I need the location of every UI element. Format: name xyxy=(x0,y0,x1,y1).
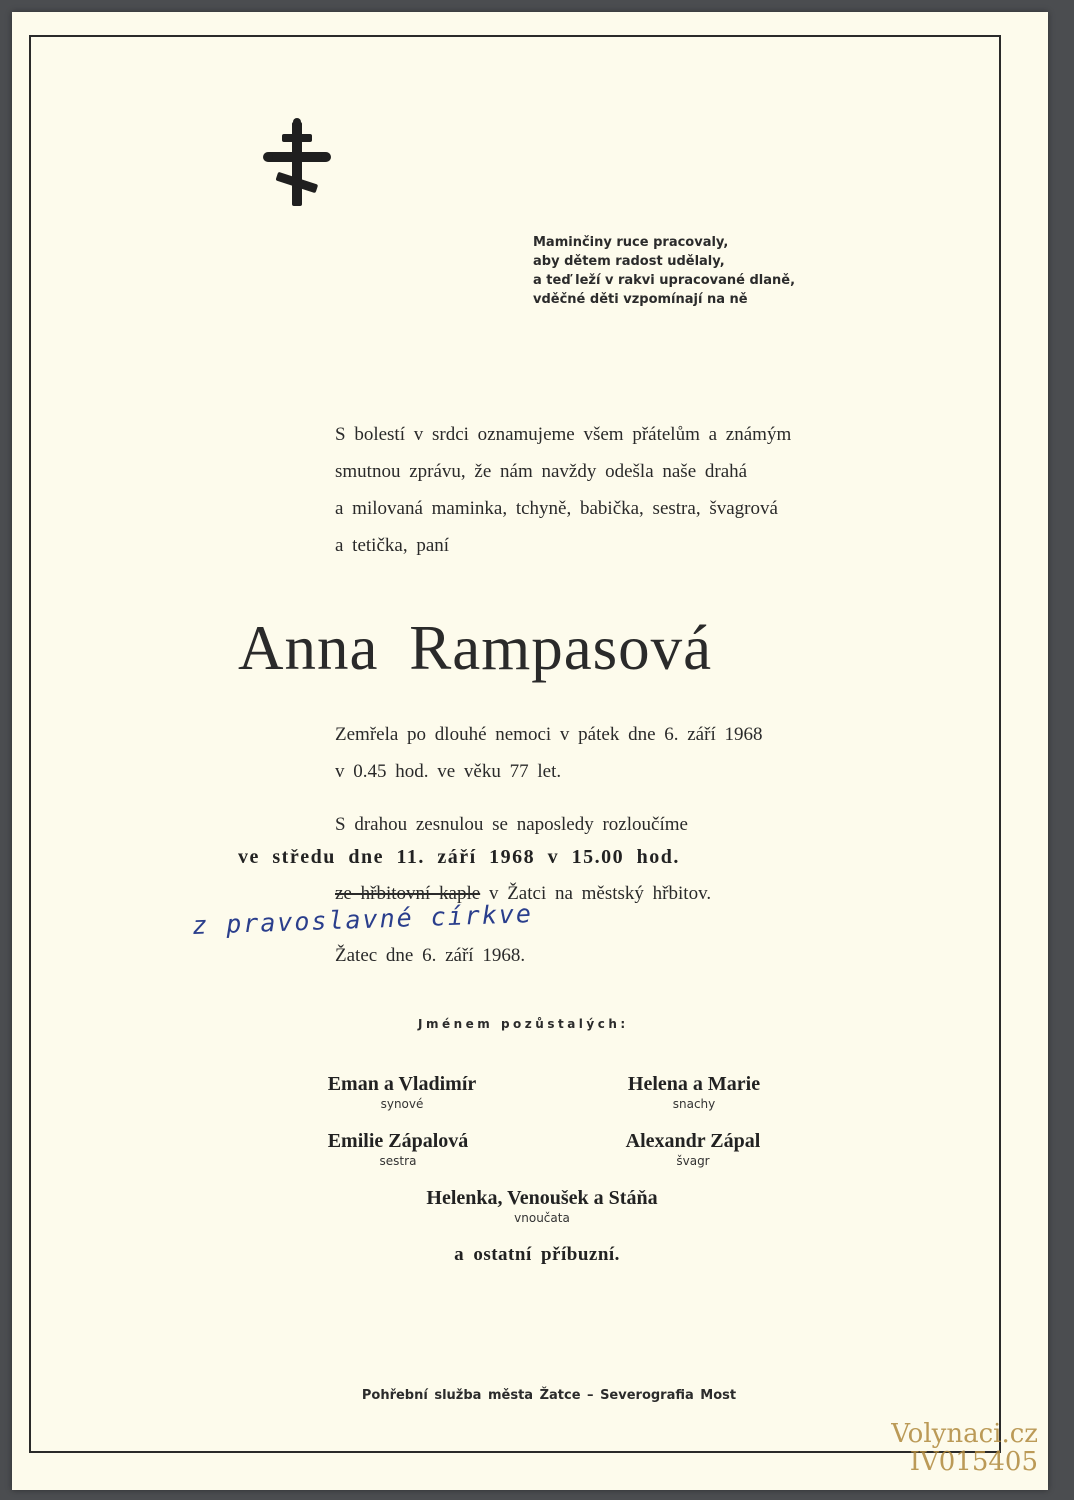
poem-line: Maminčiny ruce pracovaly, xyxy=(533,235,729,250)
archive-watermark xyxy=(891,1420,1038,1476)
mourner-relation: synové xyxy=(380,1097,424,1111)
poem-line: a teď leží v rakvi upracované dlaně, xyxy=(533,273,796,288)
mourner-name: Eman a Vladimír xyxy=(327,1073,477,1095)
deceased-name: Anna Rampasová xyxy=(238,613,713,683)
handwritten-correction: z pravoslavné církve xyxy=(191,899,534,940)
mourner-relation: snachy xyxy=(672,1097,716,1111)
funeral-datetime: ve středu dne 11. září 1968 v 15.00 hod. xyxy=(238,846,680,868)
intro-line: a milovaná maminka, tchyně, babička, sestra, švagrová xyxy=(335,498,778,519)
mourner-name: Helena a Marie xyxy=(627,1073,761,1095)
mourner-sons xyxy=(262,1073,542,1111)
mourner-grandchildren xyxy=(362,1187,722,1225)
watermark-site: Volynaci.cz xyxy=(891,1419,1038,1449)
death-info-line: v 0.45 hod. ve věku 77 let. xyxy=(335,761,562,782)
mourner-name: Alexandr Zápal xyxy=(625,1130,761,1152)
mourner-name: Helenka, Venoušek a Stáňa xyxy=(426,1187,658,1209)
death-info-line: Zemřela po dlouhé nemoci v pátek dne 6. září 1968 xyxy=(335,724,763,745)
mourner-sister xyxy=(258,1130,538,1168)
place-text: v Žatci na městský hřbitov. xyxy=(480,883,712,904)
mourner-daughters-in-law xyxy=(554,1073,834,1111)
mourners-heading: Jménem pozůstalých: xyxy=(418,1017,629,1031)
farewell-intro xyxy=(335,806,855,843)
poem-line: aby dětem radost udělaly, xyxy=(533,254,725,269)
mourner-relation: švagr xyxy=(676,1154,710,1168)
intro-line: a tetička, paní xyxy=(335,535,450,556)
watermark-id: IV015405 xyxy=(909,1447,1038,1477)
printer-footer: Pohřební služba města Žatce – Severografia Most xyxy=(361,1388,737,1403)
mourner-relation: vnoučata xyxy=(514,1211,570,1225)
other-relatives: a ostatní příbuzní. xyxy=(454,1244,620,1265)
mourner-relation: sestra xyxy=(379,1154,417,1168)
intro-line: S bolestí v srdci oznamujeme všem přátelům a známým xyxy=(335,424,792,445)
announcement-intro xyxy=(335,416,855,564)
poem-line: vděčné děti vzpomínají na ně xyxy=(533,292,748,307)
mourner-name: Emilie Zápalová xyxy=(327,1130,469,1152)
mourner-brother-in-law xyxy=(553,1130,833,1168)
death-info xyxy=(335,716,855,790)
farewell-line: S drahou zesnulou se naposledy rozloučíme xyxy=(335,814,688,835)
intro-line: smutnou zprávu, že nám navždy odešla naše drahá xyxy=(335,461,748,482)
date-line: Žatec dne 6. září 1968. xyxy=(335,945,526,966)
orthodox-cross-icon xyxy=(262,118,332,210)
struck-place-text: ze hřbitovní kaple xyxy=(335,883,481,904)
poem xyxy=(533,233,873,309)
